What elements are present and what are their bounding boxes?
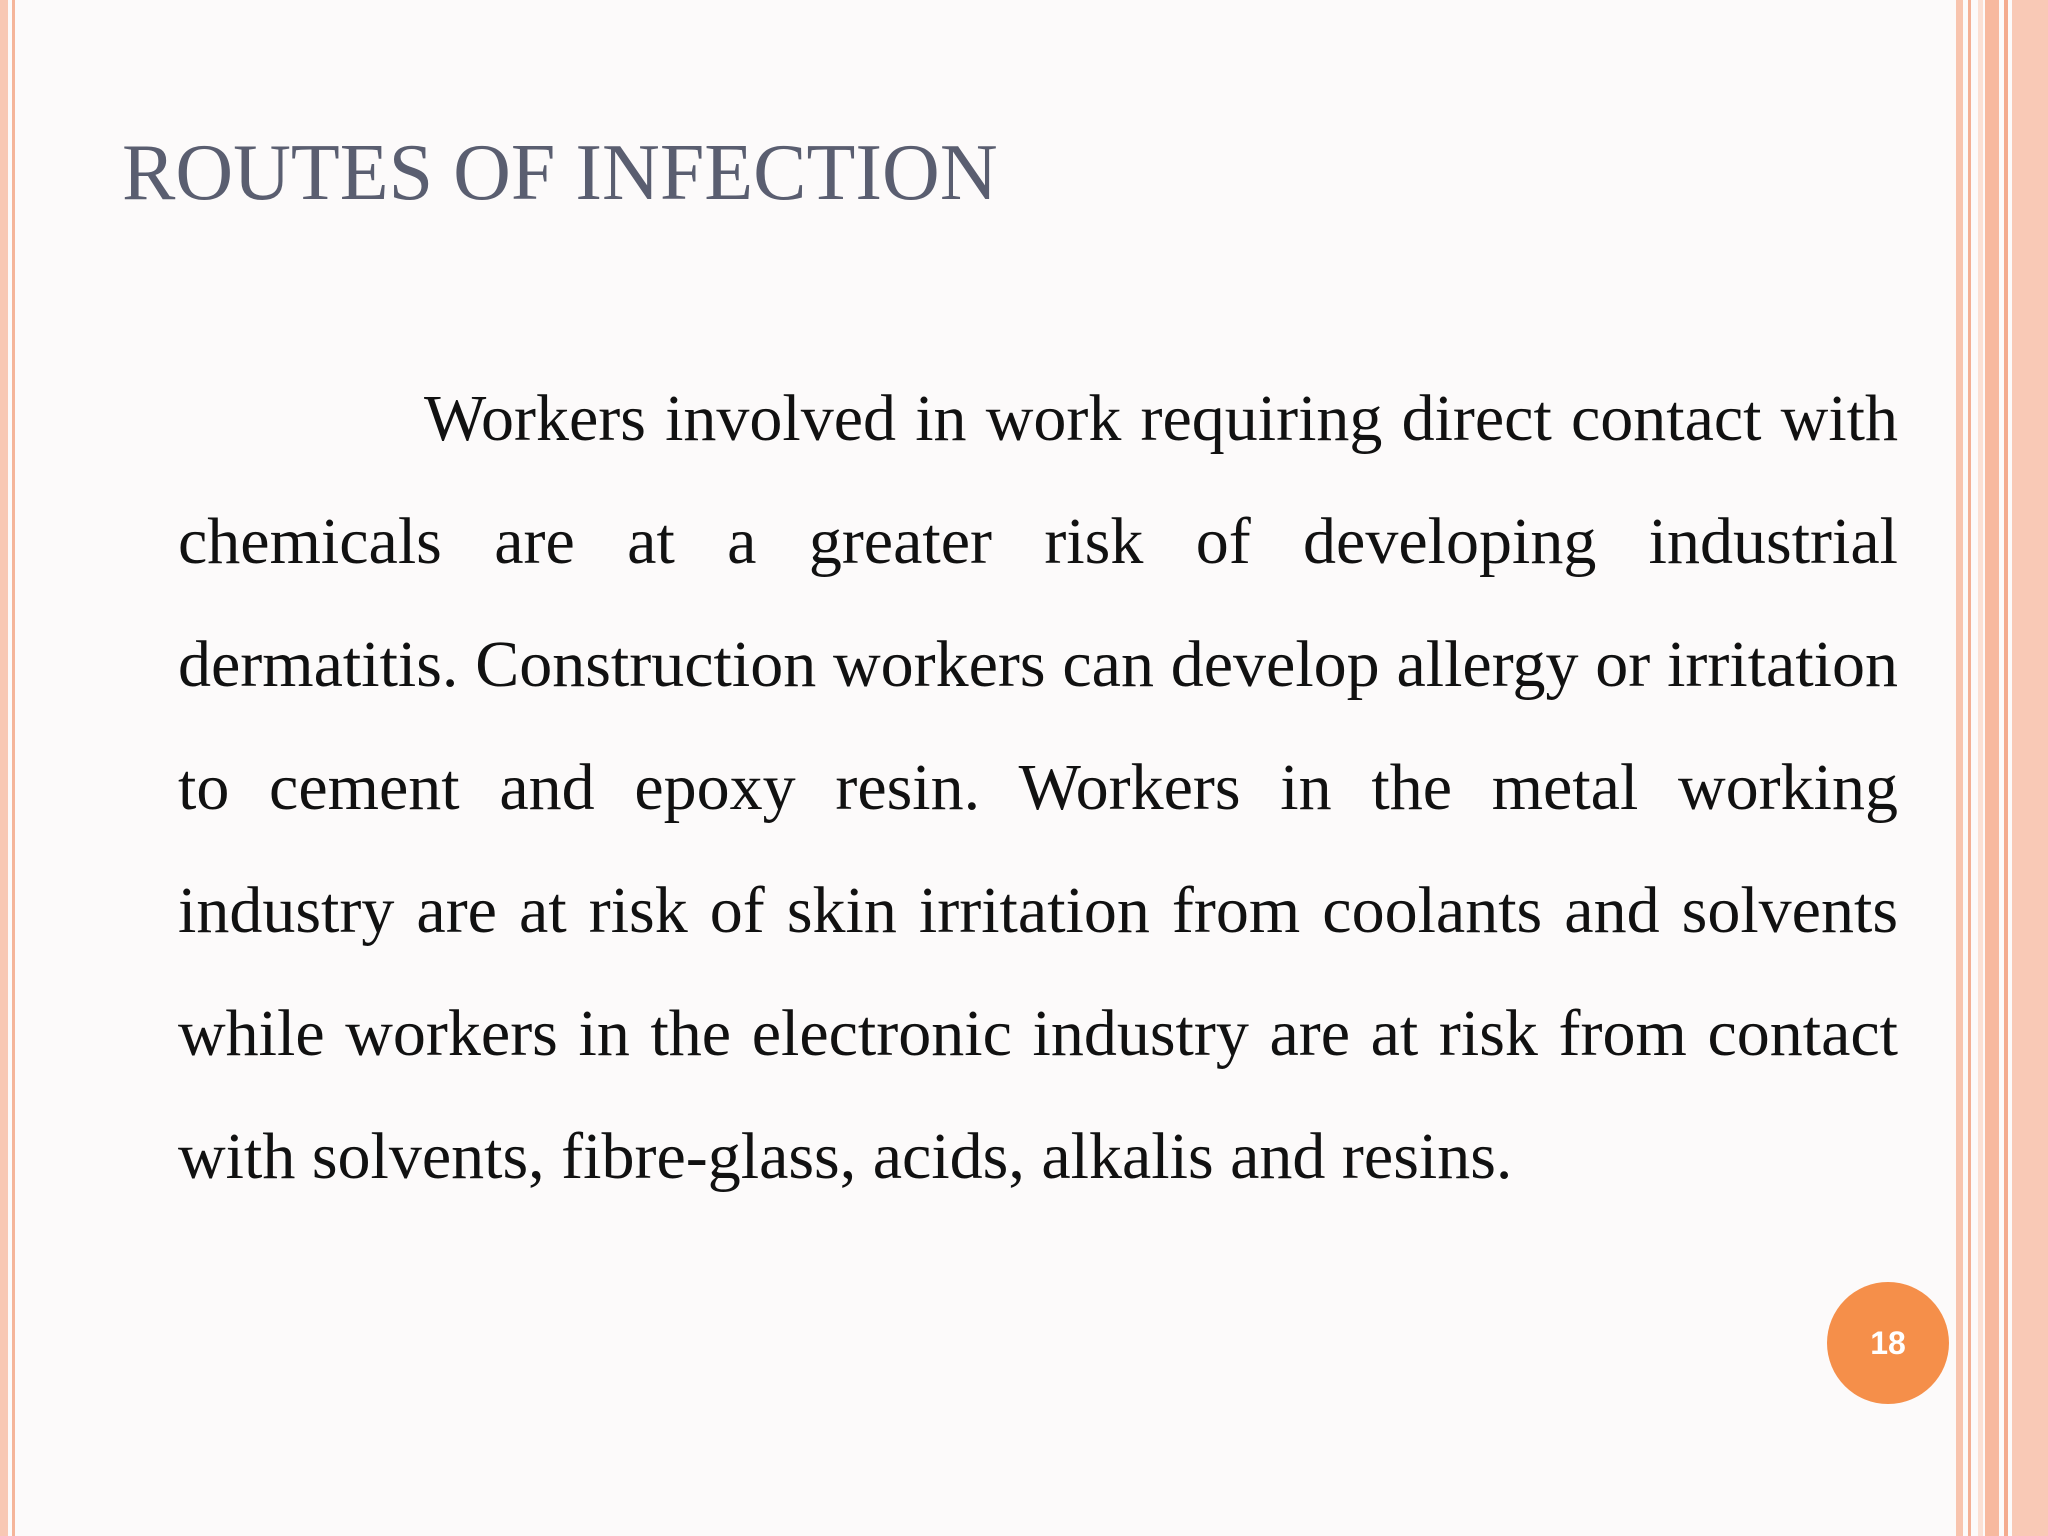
right-border-stripe (1956, 0, 1963, 1536)
body-paragraph: Workers involved in work requiring direct contact with chemicals are at a greater risk of developing industrial dermatitis. Construction workers can develop allergy or irritation to cement and epoxy resin. Workers in the metal working industry are at risk of skin irritation from coolants and solvents while workers in the electronic industry are at risk from contact with solvents, fibre-glass, acids, alkalis and resins. (178, 382, 1898, 1193)
left-border-stripe-thin (12, 0, 15, 1536)
left-border-stripe (0, 0, 8, 1536)
slide-title: ROUTES OF INFECTION (122, 129, 998, 217)
right-border-stripe (2004, 0, 2008, 1536)
right-border-stripe (1978, 0, 1983, 1536)
right-border-stripe (1968, 0, 1971, 1536)
right-border-stripe (2012, 0, 2048, 1536)
page-number: 18 (1870, 1324, 1906, 1361)
page-number-badge (1827, 1282, 1949, 1404)
right-border-stripe (1985, 0, 1999, 1536)
